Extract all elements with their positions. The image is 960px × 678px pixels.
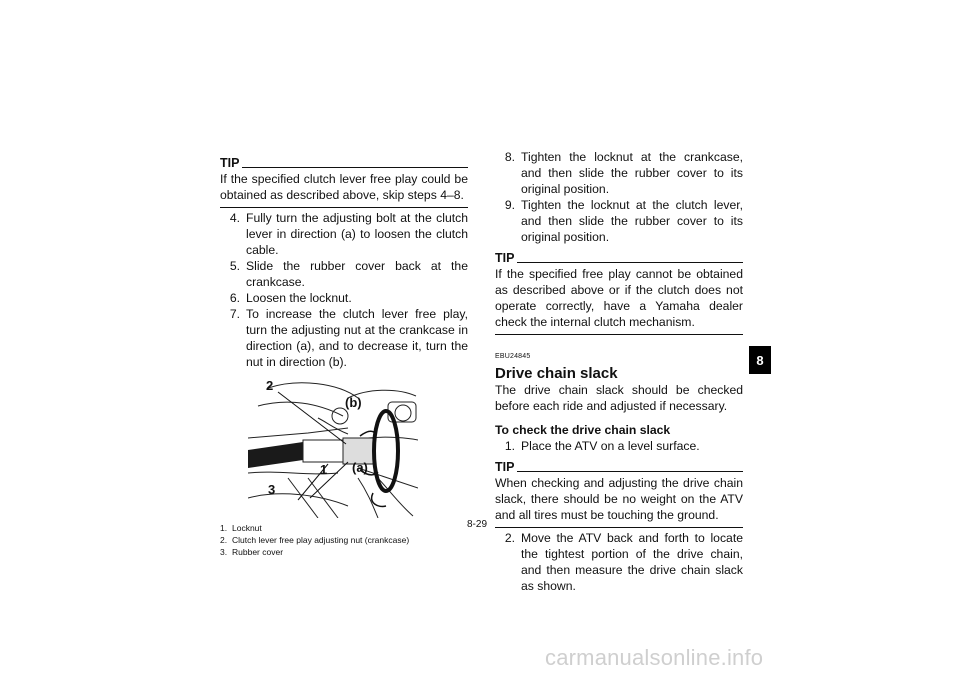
- section-code: EBU24845: [495, 353, 531, 360]
- tip-heading: [220, 155, 468, 171]
- callout-b: (b): [345, 395, 362, 410]
- tip-label: TIP: [220, 156, 240, 170]
- tip-text: If the specified clutch lever free play could be obtained as described above, skip steps 4–8.: [220, 171, 468, 208]
- step-8: 8. Tighten the locknut at the crankcase, and then slide the rubber cover to its original position.: [504, 150, 743, 196]
- tip-label: TIP: [495, 460, 515, 474]
- section-heading: Drive chain slack: [495, 365, 618, 382]
- callout-1: 1: [320, 462, 328, 477]
- page-number: 8-29: [467, 519, 488, 530]
- step-4: 4. Fully turn the adjusting bolt at the clutch lever in direction (a) to loosen the clutch cable.: [229, 211, 468, 257]
- callout-a: (a): [352, 460, 368, 475]
- caption-item: 2. Clutch lever free play adjusting nut (crankcase): [220, 535, 410, 545]
- figure-captions: [220, 522, 468, 558]
- tip-heading: [495, 250, 743, 266]
- caption-item: 3. Rubber cover: [220, 547, 284, 557]
- step-1: 1. Place the ATV on a level surface.: [504, 439, 700, 453]
- step-7: 7. To increase the clutch lever free play, turn the adjusting nut at the crankcase in direction (a), and to decrease it, turn the nut in direction (b).: [229, 307, 468, 369]
- subheading: To check the drive chain slack: [495, 423, 671, 437]
- caption-item: 1. Locknut: [220, 523, 262, 533]
- callout-2: 2: [266, 378, 274, 393]
- section-intro: The drive chain slack should be checked before each ride and adjusted if necessary.: [495, 383, 743, 413]
- callout-3: 3: [268, 482, 276, 497]
- right-column: [495, 149, 743, 594]
- chapter-tab: 8: [749, 346, 771, 374]
- step-5: 5. Slide the rubber cover back at the crankcase.: [229, 259, 468, 289]
- step-2: 2. Move the ATV back and forth to locate the tightest portion of the drive chain, and then measure the drive chain slack as shown.: [504, 531, 743, 593]
- tip-text: If the specified free play cannot be obtained as described above or if the clutch does not operate correctly, have a Yamaha dealer check the internal clutch mechanism.: [495, 266, 743, 335]
- tip-text: When checking and adjusting the drive chain slack, there should be no weight on the ATV and all tires must be touching the ground.: [495, 475, 743, 528]
- step-9: 9. Tighten the locknut at the clutch lever, and then slide the rubber cover to its original position.: [504, 198, 743, 244]
- step-6: 6. Loosen the locknut.: [229, 291, 352, 305]
- tip-label: TIP: [495, 251, 515, 265]
- watermark: carmanualsonline.info: [545, 645, 764, 670]
- clutch-adjuster-illustration: [248, 378, 418, 518]
- left-column: [220, 155, 468, 558]
- tip-heading: [495, 459, 743, 475]
